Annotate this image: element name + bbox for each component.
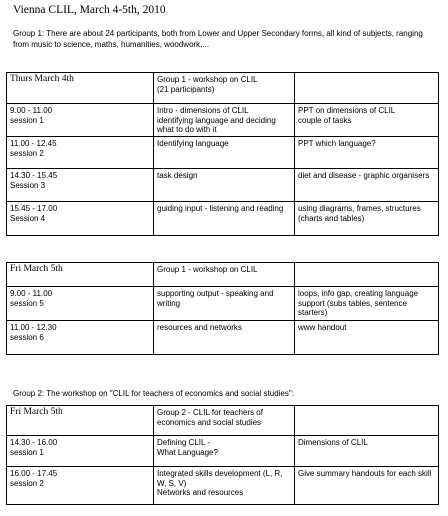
notes-cell: diet and disease - graphic organisers: [295, 169, 439, 202]
time-cell: 11.00 - 12.30 session 6: [7, 321, 154, 355]
time-cell: 16.00 - 17.45 session 2: [7, 467, 154, 505]
schedule-table-friday-group1: [6, 262, 439, 355]
content-cell: supporting output - speaking and writing: [154, 287, 295, 321]
notes-cell: PPT on dimensions of CLIL couple of tasks: [295, 104, 439, 137]
notes-cell: using diagrams, frames, structures (charts and tables): [295, 202, 439, 236]
table-row: [7, 202, 439, 236]
day-heading: Fri March 5th: [7, 263, 154, 287]
time-cell: 14.30 - 16.00 session 1: [7, 436, 154, 467]
table-row: [7, 169, 439, 202]
day-heading: Fri March 5th: [7, 406, 154, 436]
table-row: [7, 467, 439, 505]
content-cell: resources and networks: [154, 321, 295, 355]
table-row: [7, 287, 439, 321]
day-heading: Thurs March 4th: [7, 73, 154, 104]
header-notes-cell: [295, 406, 439, 436]
content-cell: Integrated skills development (L, R, W, S, V) Networks and resources: [154, 467, 295, 505]
time-cell: 9.00 - 11.00 session 5: [7, 287, 154, 321]
group2-intro-paragraph: Group 2: The workshop on "CLIL for teachers of economics and social studies":: [13, 389, 294, 398]
schedule-table-thursday-group1: [6, 72, 439, 236]
header-notes-cell: [295, 263, 439, 287]
group-heading: Group 1 - workshop on CLIL (21 participants): [154, 73, 295, 104]
notes-cell: Dimensions of CLIL: [295, 436, 439, 467]
time-cell: 11.00 - 12.45 session 2: [7, 137, 154, 169]
schedule-table-friday-group2: [6, 405, 439, 505]
content-cell: Intro - dimensions of CLIL identifying language and deciding what to do with it: [154, 104, 295, 137]
group1-intro-paragraph: Group 1: There are about 24 participants, both from Lower and Upper Secondary forms, all kind of subjects, ranging from music to science, maths, humanities, woodwork,...: [13, 29, 423, 49]
page-title: Vienna CLIL, March 4-5th, 2010: [13, 4, 166, 16]
content-cell: Identifying language: [154, 137, 295, 169]
header-notes-cell: [295, 73, 439, 104]
notes-cell: PPT which language?: [295, 137, 439, 169]
time-cell: 15.45 - 17.00 Session 4: [7, 202, 154, 236]
table-row: [7, 104, 439, 137]
table-row: [7, 321, 439, 355]
table-header-row: [7, 263, 439, 287]
time-cell: 14.30 - 15.45 Session 3: [7, 169, 154, 202]
content-cell: task design: [154, 169, 295, 202]
notes-cell: www handout: [295, 321, 439, 355]
content-cell: Defining CLIL - What Language?: [154, 436, 295, 467]
table-row: [7, 436, 439, 467]
table-header-row: [7, 406, 439, 436]
group-heading: Group 2 - CLIL for teachers of economics and social studies: [154, 406, 295, 436]
table-header-row: [7, 73, 439, 104]
notes-cell: loops, info gap, creating language support (subs tables, sentence starters): [295, 287, 439, 321]
group-heading: Group 1 - workshop on CLIL: [154, 263, 295, 287]
content-cell: guiding input - listening and reading: [154, 202, 295, 236]
time-cell: 9.00 - 11.00 session 1: [7, 104, 154, 137]
table-row: [7, 137, 439, 169]
notes-cell: Give summary handouts for each skill: [295, 467, 439, 505]
